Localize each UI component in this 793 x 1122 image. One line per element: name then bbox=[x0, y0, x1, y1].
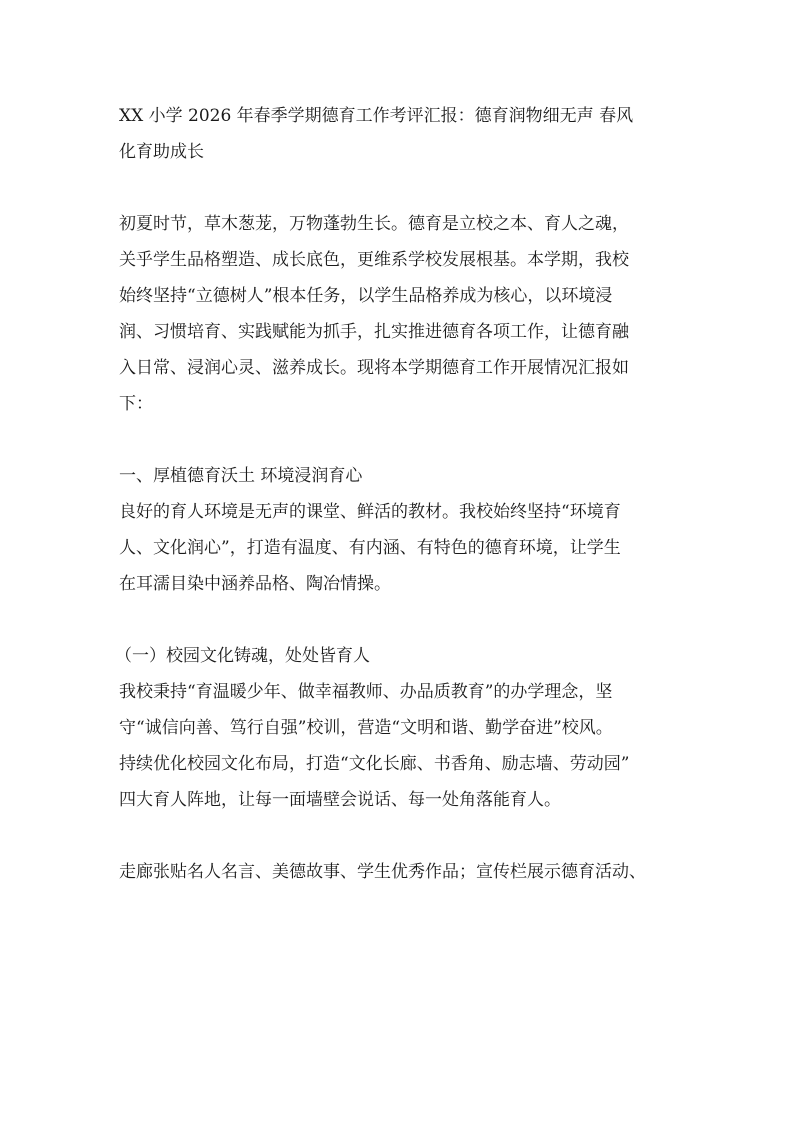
paragraph-gap bbox=[119, 602, 675, 638]
text-line: 持续优化校园文化布局，打造“文化长廊、书香角、励志墙、劳动园” bbox=[119, 754, 630, 774]
text-line: 人、文化润心”，打造有温度、有内涵、有特色的德育环境，让学生 bbox=[119, 538, 621, 558]
text-line: 在耳濡目染中涵养品格、陶冶情操。 bbox=[119, 574, 391, 594]
text-line: 四大育人阵地，让每一面墙壁会说话、每一处角落能育人。 bbox=[119, 790, 561, 810]
subsection-heading: （一）校园文化铸魂，处处皆育人 bbox=[115, 646, 370, 666]
text-line: 关乎学生品格塑造、成长底色，更维系学校发展根基。本学期，我校 bbox=[119, 250, 629, 270]
title-line: 化育助成长 bbox=[119, 142, 204, 162]
text-line: 我校秉持“育温暖少年、做幸福教师、办品质教育”的办学理念，坚 bbox=[119, 682, 613, 702]
text-line: 润、习惯培育、实践赋能为抓手，扎实推进德育各项工作，让德育融 bbox=[119, 322, 629, 342]
text-line: 走廊张贴名人名言、美德故事、学生优秀作品；宣传栏展示德育活动、 bbox=[119, 862, 646, 882]
section-heading: 一、厚植德育沃土 环境浸润育心 bbox=[119, 466, 363, 486]
subsection-paragraph bbox=[119, 674, 675, 818]
paragraph-gap bbox=[119, 422, 675, 458]
text-line: 良好的育人环境是无声的课堂、鲜活的教材。我校始终坚持“环境育 bbox=[119, 502, 621, 522]
document-title bbox=[119, 98, 675, 170]
last-paragraph bbox=[119, 854, 675, 890]
title-line: XX 小学 2026 年春季学期德育工作考评汇报：德育润物细无声 春风 bbox=[119, 106, 634, 126]
text-line: 守“诚信向善、笃行自强”校训，营造“文明和谐、勤学奋进”校风。 bbox=[119, 718, 613, 738]
paragraph-gap bbox=[119, 170, 675, 206]
text-line: 初夏时节，草木葱茏，万物蓬勃生长。德育是立校之本、育人之魂， bbox=[119, 214, 629, 234]
paragraph-gap bbox=[119, 818, 675, 854]
text-line: 下： bbox=[119, 394, 153, 414]
section-paragraph bbox=[119, 494, 675, 602]
intro-paragraph bbox=[119, 206, 675, 422]
text-line: 入日常、浸润心灵、滋养成长。现将本学期德育工作开展情况汇报如 bbox=[119, 358, 629, 378]
text-line: 始终坚持“立德树人”根本任务，以学生品格养成为核心，以环境浸 bbox=[119, 286, 613, 306]
document-body bbox=[115, 98, 675, 890]
